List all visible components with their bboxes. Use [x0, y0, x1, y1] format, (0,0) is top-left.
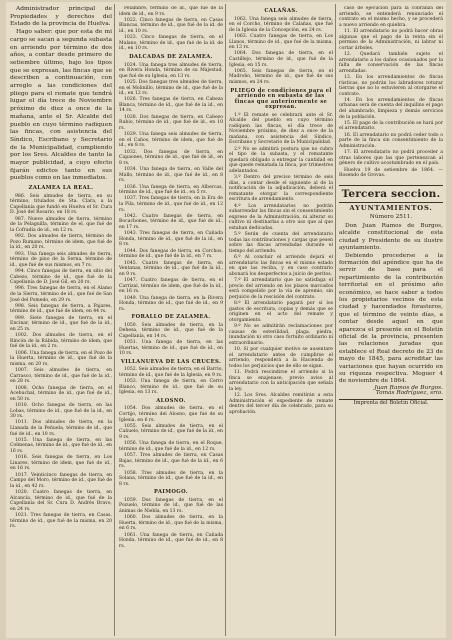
list-item: 992. Dos almudes de tierra, término de Pozo Rumano, término de idem, que fué de la id., en 20 rs. — [10, 234, 112, 251]
notice-number: Número 2511. — [369, 214, 413, 221]
list-item: 13. En los arrendamientos de fincas rústicas, no podrán los labradores roturar tierras que no lo estuvieren al otorgarse el contrato. — [339, 74, 443, 97]
list-item: 1056. Una fanega de tierra, en el Roque, término de id., que fué de la id., en 12 rs. — [119, 441, 223, 452]
section-heading: FORALLO DE ZALAMEA. — [131, 314, 211, 321]
list-item: 7.º El arrendatario que no satisfaga el precio del arriendo en los plazos marcados será compelido por la vía de apremio, sin perjuicio de la rescisión del contrato. — [229, 278, 333, 300]
listing — [119, 323, 223, 357]
announcement-intro — [10, 6, 112, 183]
listing — [10, 194, 112, 530]
list-item: 1045. Cuatro fanegas de tierra, en Ventanas, término de id., que fué de la id., en 9 rs. — [119, 260, 223, 277]
list-item: 1007. Seis almudes de tierra, en Carrasco, término de id., que fué de la id., en 28 rs. — [10, 368, 112, 385]
section-heading: PAIMOGO. — [154, 489, 188, 496]
listing — [119, 367, 223, 396]
list-item: caso de ejecución para la cobranza del arriendo, se entenderá renunciado el contrato en el mismo hecho, y se procederá a nuevo arriendo en quiebra. — [339, 6, 443, 28]
list-item: 12. Quedará también sujeto el arrendatario a los daños ocasionados por la falta de conservación de las fincas arrendadas. — [339, 51, 443, 74]
list-item: 986. Seis almudes de tierra, en su término, titulados de Sta. Clara, a la Capellanía que fundó en Huelva el Sr. Cura D. José del Rosario, en 18 rs. — [10, 193, 112, 216]
list-item: 3.º Dentro del preciso término de seis días, a contar desde el siguiente al de la notificación de la adjudicación, deberá el rematante otorgar la correspondiente escritura de arrendamiento. — [229, 175, 333, 203]
list-item: 1057. Tres almudes de tierra, en Casas Bajas, término de id., que fué de la id., en 6 rs. — [119, 453, 223, 470]
intro-paragraph: Administrador principal de Propiedades y derechos del Estado de la provincia de Huelva. — [10, 6, 112, 28]
list-item: 1011. Dos almudes de tierra, en la Llanada de la Peñuela, término de id., que fué de id., en 10 rs. — [10, 420, 112, 437]
list-item: 998. Seis fanegas de tierra, a Pajares, término de id., que fué de idem, en 44 rs. — [10, 303, 112, 315]
list-item: 12. Los Sres. Alcaldes remitirán a esta Administración el expediente de remate dentro del tercer día de celebrado, para su aprobación. — [229, 393, 333, 415]
list-item: 1023. Cinco fanegas de tierra, en el Malano, término de id., que fué de la id. de id., en 10 rs. — [119, 35, 223, 52]
edict-paragraph: Debiendo procederse a la formación del apéndice que ha de servir de base para el repartimiento de la contribución territorial en el próximo año económico, se hace saber a todos los propietarios vecinos de esta ciudad y hacendados forasteros, que el término de veinte días, a contar desde aquel en que aparezca el presente en el Boletín oficial de la provincia, presenten las relaciones juradas que establece el Real decreto de 23 de mayo de 1845, para acreditar las variaciones que hayan ocurrido en su riqueza respectiva. Moguer 4 de noviembre de 1864. — [339, 252, 443, 385]
newspaper-page — [6, 2, 446, 638]
list-item: 11. El arrendatario no podrá hacer obras algunas que el pago de la renta sin el permiso de la Administración, ni labrar ni cortar árboles. — [339, 28, 443, 51]
list-item: 1028. Dos fanegas de tierra, en Cabezo Rubio, término de id., que fué de id., en 10 rs. — [119, 114, 223, 131]
section-heading: ALOSNO. — [156, 397, 186, 404]
list-item: 2.º No se admitirá postura que no cubra el tipo de la subasta, y el rematante quedará obligado a entregar la cantidad en que quede rematada la finca, por trimestres adelantados. — [229, 146, 333, 174]
list-item: 1.º El remate se celebrará ante el Sr. Alcalde del pueblo en cuyo término radiquen las fincas, el día trece de Noviembre próximo, de diez a once de la mañana, con asistencia del Síndico, Escribano y Secretario de la Municipalidad. — [229, 112, 333, 146]
list-item: 1063. Cuatro fanegas de tierra, en Los Llanos, término de id., que fué de la misma, en 13 rs. — [229, 33, 333, 51]
list-item: 1058. Tres almudes de tierra, en la Solana, término de id., que fué de la id., en 8 rs. — [119, 470, 223, 487]
section-title: Tercera seccion. — [339, 185, 443, 203]
list-item: Pelambre, término de id., que fué de la idem de id., en 9 rs. — [119, 6, 223, 17]
column-rule — [225, 4, 226, 636]
list-item: 5.º Serán de cuenta del arrendatario todas las contribuciones y cargas que pesen sobre las fincas arrendadas durante el tiempo del arriendo. — [229, 232, 333, 254]
list-item: 9.º No se admitirán reclamaciones por causas de esterilidad, plaga, piedra, inundación ni otro caso fortuito ordinario ni extraordinario. — [229, 324, 333, 346]
list-item: 1016. Seis fanegas de tierra, en Los Linares, término de idem, que fué de id., en 16 rs. — [10, 455, 112, 472]
list-item: 1049. Una fanega de tierra, en la Rivera Honda, término de id., que fué de id., en 9 rs. — [119, 295, 223, 312]
list-item: 11. Podrá rescindirse el arriendo si la finca se enajenase, previo aviso al arrendatario con la anticipación que señala la ley. — [229, 370, 333, 392]
listing — [119, 6, 223, 52]
list-item: 1015. Una fanega de tierra, en las Colmenas, término de id., que fué de id., en 16 rs. — [10, 437, 112, 454]
column-4 — [339, 6, 443, 634]
edict-paragraph: Don Juan Ramos de Burgos, alcalde constitucional de esta ciudad y Presidente de su ilustre ayuntamiento. — [339, 222, 443, 252]
list-item: 1055. Seis almudes de tierra, en el Cañuelo, término de id., que fué de la id., en 9 rs. — [119, 423, 223, 440]
list-item: 996. Tres fanegas de tierra, en el Alamo de la Sierra, término de id., que fué de San José del Pomedo, en 29 rs. — [10, 286, 112, 303]
column-rule — [114, 4, 115, 636]
list-item: 1053. Una fanega de tierra, en Cerro Blanco, término de id., que fué de su Iglesia, en 13 rs. — [119, 379, 223, 396]
list-item: 1025. Dos fanegas tres almudes de tierra, en el Molinillo, término de id., que fué de la id., en 12 rs. — [119, 79, 223, 97]
section-heading: CALAÑAS. — [264, 8, 298, 14]
list-item: 1050. Seis almudes de tierra, en la Dehesa, término de id., que fué de la Capellanía, en 14 rs. — [119, 322, 223, 339]
list-item: 999. Siete fanegas de tierra, en el Encinar, término de id., que fué de la id., en 25 rs. — [10, 315, 112, 332]
list-item: 1017. Veinticinco fanegas de tierra, en Campo del Moro, término de id., que fué de la id., en 42 rs. — [10, 472, 112, 489]
edict-body — [339, 223, 443, 386]
listing — [119, 63, 223, 313]
list-item: 17. El arrendatario no podrá proceder a otras labores que las que pertenezcan al género de cultivo acostumbrado en el país. — [339, 150, 443, 167]
list-item: 8.º El arrendatario pagará por sí los gastos de escritura, copias y demás que se originen en el acto del remate y otorgamiento. — [229, 301, 333, 323]
printer-imprint: Imprenta del Boletín Oficial. — [339, 399, 443, 407]
section-subtitle: AYUNTAMIENTOS. — [349, 203, 433, 212]
list-item: 1062. Una fanega seis almudes de tierra, en el Corcho, término de Calañas, que fué de la Iglesia de la Concepción, en 24 rs. — [229, 16, 333, 33]
section-heading: VILLANUEVA DE LAS CRUCES. — [120, 358, 222, 365]
listing — [119, 406, 223, 487]
list-item: Huelva 19 de setiembre de 1864. — Rosendo de Grovas. — [339, 167, 443, 179]
list-item: 1006. Una fanega de tierra, en el Pozo de la Huerta, término de id., que fué de la misma, en 20 rs. — [10, 350, 112, 367]
list-item: 1047. Cuatro fanegas de tierra, en el Carrizal, término de idem, que fué de la id., en 16 rs. — [119, 278, 223, 295]
list-item: 1052. Seis almudes de tierra, en el Barrio, término de id., que fué de la Iglesia, en 9 rs. — [119, 367, 223, 378]
list-item: 1032. Dos fanegas de tierra, en Capaones, término de id., que fué de id., en 8 rs. — [119, 149, 223, 166]
list-item: 1043. Tres fanegas de tierra, en Cañada Honda, término de id., que fué de la id., en 8 rs. — [119, 231, 223, 248]
list-item: 6.º Al concluir el arriendo dejará el arrendatario las fincas en el mismo estado en que las reciba, y en caso contrario abonará los desperfectos a juicio de peritos. — [229, 255, 333, 277]
column-3 — [229, 6, 333, 634]
list-item: 10. Si por cualquier motivo se ausentare el arrendatario antes de cumplirse el arriendo, responderá a la Hacienda de todos los perjuicios que de ello se sigan. — [229, 347, 333, 369]
list-item: 4.º Los arrendatarios no podrán subarrendar las fincas sin el consentimiento expreso de la Administración, ni alterar su cultivo ni destinarlas a otro uso que al que estaban dedicadas. — [229, 203, 333, 232]
column-2 — [119, 6, 223, 634]
list-item: 1037. Tres fanegas de tierra, en la Era de la Pila, término de id., que fué de id., en 12 rs. — [119, 196, 223, 213]
secretary-signature: Tomás Rodríguez, srio. — [375, 390, 443, 397]
column-1 — [10, 6, 112, 634]
section-heading: PLIEGO de condiciones para el arriendo en subasta de las fincas que anteriormente se expresan. — [230, 87, 332, 111]
list-item: 1060. Dos almudes de tierra, en la Huerta, término de id., que fué de la misma, en 6 rs. — [119, 515, 223, 532]
list-item: 1034. Una fanega de tierra, en Valle del Mallo, término de id., que fué de id., en 8 rs. — [119, 167, 223, 184]
list-item: 15. El pago de la contribución se hará por el arrendatario. — [339, 120, 443, 132]
signature: Juan Ramos de Burgos. — [374, 384, 443, 391]
section-heading: DALCADAS DE ZALAMEA. — [129, 53, 213, 60]
section-heading: ZALAMEA LA REAL. — [28, 185, 94, 192]
list-item: 1022. Cinco fanegas de tierra, en Casas Blancas, término de id., que fué de la id. de id., en 10 rs. — [119, 17, 223, 34]
list-item: 1054. Dos almudes de tierra, en el Cortijo, término del Alosno, que fué de su Iglesia, en 6 rs. — [119, 406, 223, 423]
list-item: 1008. Ocho fanegas de tierra, en el Acebuchal, término de id., que fué de id., en 50 rs. — [10, 385, 112, 402]
list-item: 1044. Dos fanegas de tierra, en Corchos, término de id., que fué de la id., en 7 rs. — [119, 248, 223, 260]
list-item: 993. Una fanega seis almudes de tierra, término de pino de la Serna, término de id., que fué de sus mismos, en 7 rs. — [10, 251, 112, 268]
list-item: 1021. Tres fanegas de tierra, en Casas, término de id., que fué de la misma, en 20 rs. — [10, 513, 112, 530]
list-item: 1029. Una fanega seis almudes de tierra, en el Caños, término de idem, que fué de id., en 8 rs. — [119, 132, 223, 149]
intro-paragraph: Hago saber: que por esta de mi cargo se sacan a segunda subasta en arriendo por término de dos años, a contar desde primero de setiembre último, bajo los tipos que se expresan, las fincas que se describen a continuación, con arreglo a las condiciones del pliego para el remate que tendrá lugar el día trece de Noviembre próximo de diez a once de la mañana, ante el Sr. Alcalde del pueblo en cuyo término radiquen las fincas, con asistencia del Síndico, Escribano y Secretario de la Municipalidad, cumpliendo por los Sres. Alcaldes de tanto la mayor publicidad, a cuyo efecto fijarán edictos tanto en sus pueblos como en las inmediatos. — [10, 29, 112, 182]
listing — [119, 498, 223, 550]
list-item: 994. Cinco fanegas de tierra, en sitio del Cabezo, término de id., que fué de la Capellanía de D. José Gil, en 20 rs. — [10, 269, 112, 286]
list-item: 987. Nueve almudes de tierra, término de la Pelaguilla, término de el, que fué de la Cofradía de id., en 12 rs. — [10, 216, 112, 233]
listing — [339, 6, 443, 179]
list-item: 16. El arrendatario no podrá ceder todo o parte de la finca sin consentimiento de la Administración. — [339, 132, 443, 149]
list-item: 1051. Una fanega de tierra, en las Huertas, término de id., que fué de id., en 10 rs. — [119, 340, 223, 357]
list-item: 1002. Dos almudes de tierra, en el Rincón de la Rábida, término de idem, que fué de la id., en 2 rs. — [10, 333, 112, 350]
list-item: 14. En los arrendamientos de fincas urbanas será de cuenta del inquilino el pago del alumbrado, limpieza y demás servicios de la población. — [339, 97, 443, 120]
list-item: 1026. Tres fanegas de tierra, en Cabeza Blanca, término de id., que fué de la id., en 14 rs. — [119, 97, 223, 114]
list-item: 1064. Dos fanegas de tierra, en el Castillejo, término de id., que fué de la Iglesia, en 15 rs. — [229, 51, 333, 68]
list-item: 1036. Una fanega de tierra, en Albercas, término de id., que fué de id., en 5 rs. — [119, 184, 223, 196]
list-item: 1024. Una fanega tres almudes de tierra, en Rivera Honda, término de su Majestad, que fué de su Iglesia, en 13 rs. — [119, 62, 223, 79]
list-item: 1020. Cuatro fanegas de tierra, en Alcancía, término de id., que fué de la Capellanía del Sr. Cura D. Andrés Bravo, en 24 rs. — [10, 490, 112, 512]
list-item: 1010. Ocho fanegas de tierra, en las Lobas, término de id., que fué de la id., en 30 rs. — [10, 402, 112, 420]
list-item: 1065. Seis fanegas de tierra, en el Madroño, término de id., que fué de sus mismos, en 24 rs. — [229, 68, 333, 85]
list-item: 1042. Cuatro fanegas de tierra, en Bocachones, término de id., que fué de id., en 17 rs. — [119, 213, 223, 230]
list-item: 1061. Una fanega de tierra, en Cañada Honda, término de id., que fué de id., en 8 rs. — [119, 532, 223, 549]
column-rule — [335, 4, 336, 636]
listing — [229, 113, 333, 416]
listing — [229, 17, 333, 86]
list-item: 1059. Dos fanegas de tierra, en el Pozuelo, término de id., que fué de las ánimas de Niebla, en 13 rs. — [119, 497, 223, 514]
